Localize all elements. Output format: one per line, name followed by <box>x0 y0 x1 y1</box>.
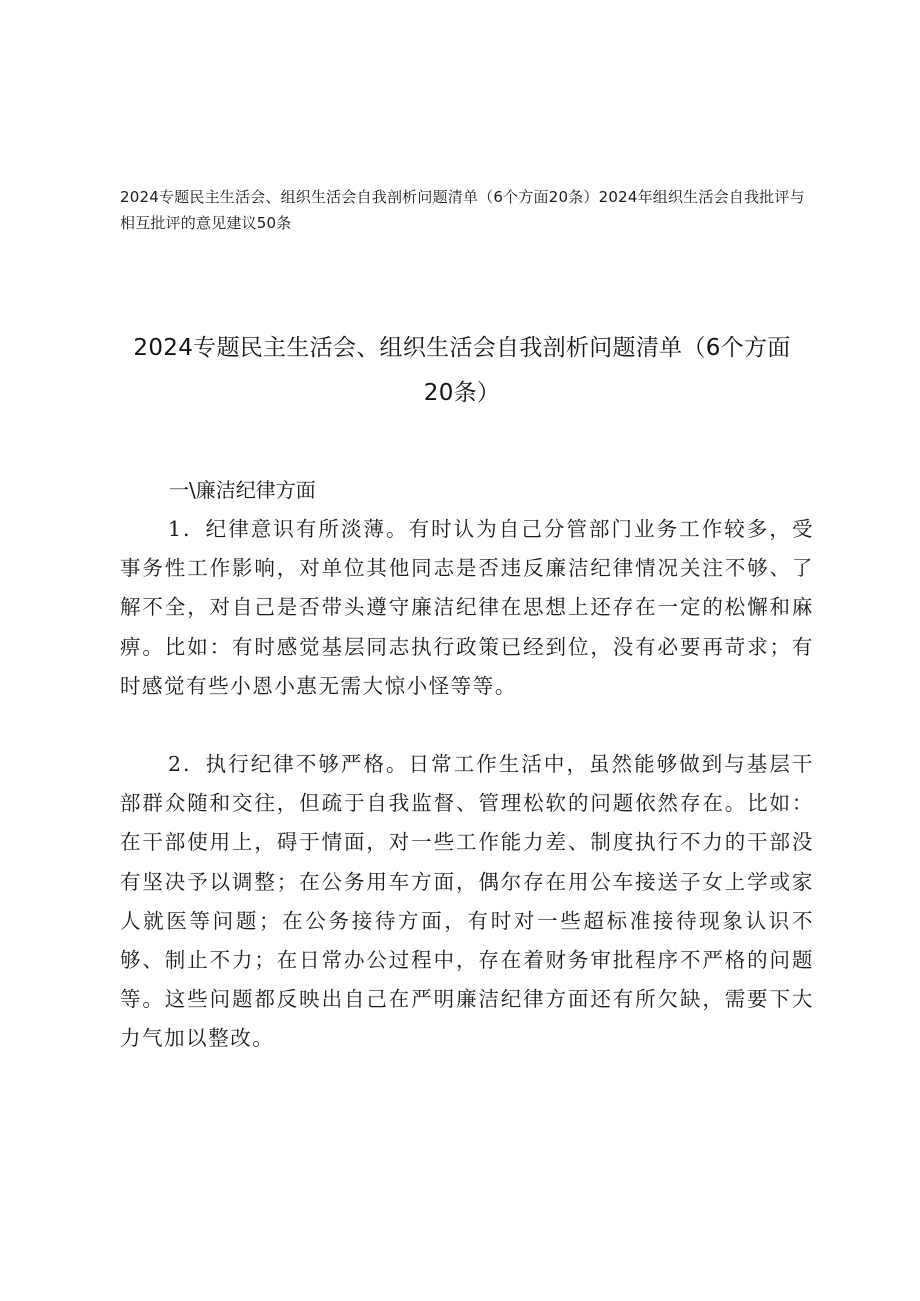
paragraph-2: 2．执行纪律不够严格。日常工作生活中，虽然能够做到与基层干部群众随和交往，但疏于自我监督、管理松软的问题依然存在。比如：在干部使用上，碍于情面，对一些工作能力差、制度执行不力的干部没有坚决予以调整；在公务用车方面，偶尔存在用公车接送子女上学或家人就医等问题；在公务接待方面，有时对一些超标准接待现象认识不够、制止不力；在日常办公过程中，存在着财务审批程序不严格的问题等。这些问题都反映出自己在严明廉洁纪律方面还有所欠缺，需要下大力气加以整改。 <box>120 752 814 1051</box>
document-header-line: 2024专题民主生活会、组织生活会自我剖析问题清单（6个方面20条）2024年组织生活会自我批评与相互批评的意见建议50条 <box>120 188 805 232</box>
section-heading: 一\廉洁纪律方面 <box>169 478 316 502</box>
paragraph-1: 1．纪律意识有所淡薄。有时认为自己分管部门业务工作较多，受事务性工作影响，对单位其他同志是否违反廉洁纪律情况关注不够、了解不全，对自己是否带头遵守廉洁纪律在思想上还存在一定的松懈和麻痹。比如：有时感觉基层同志执行政策已经到位，没有必要再苛求；有时感觉有些小恩小惠无需大惊小怪等等。 <box>120 517 814 698</box>
document-title: 2024专题民主生活会、组织生活会自我剖析问题清单（6个方面20条） <box>133 335 791 406</box>
